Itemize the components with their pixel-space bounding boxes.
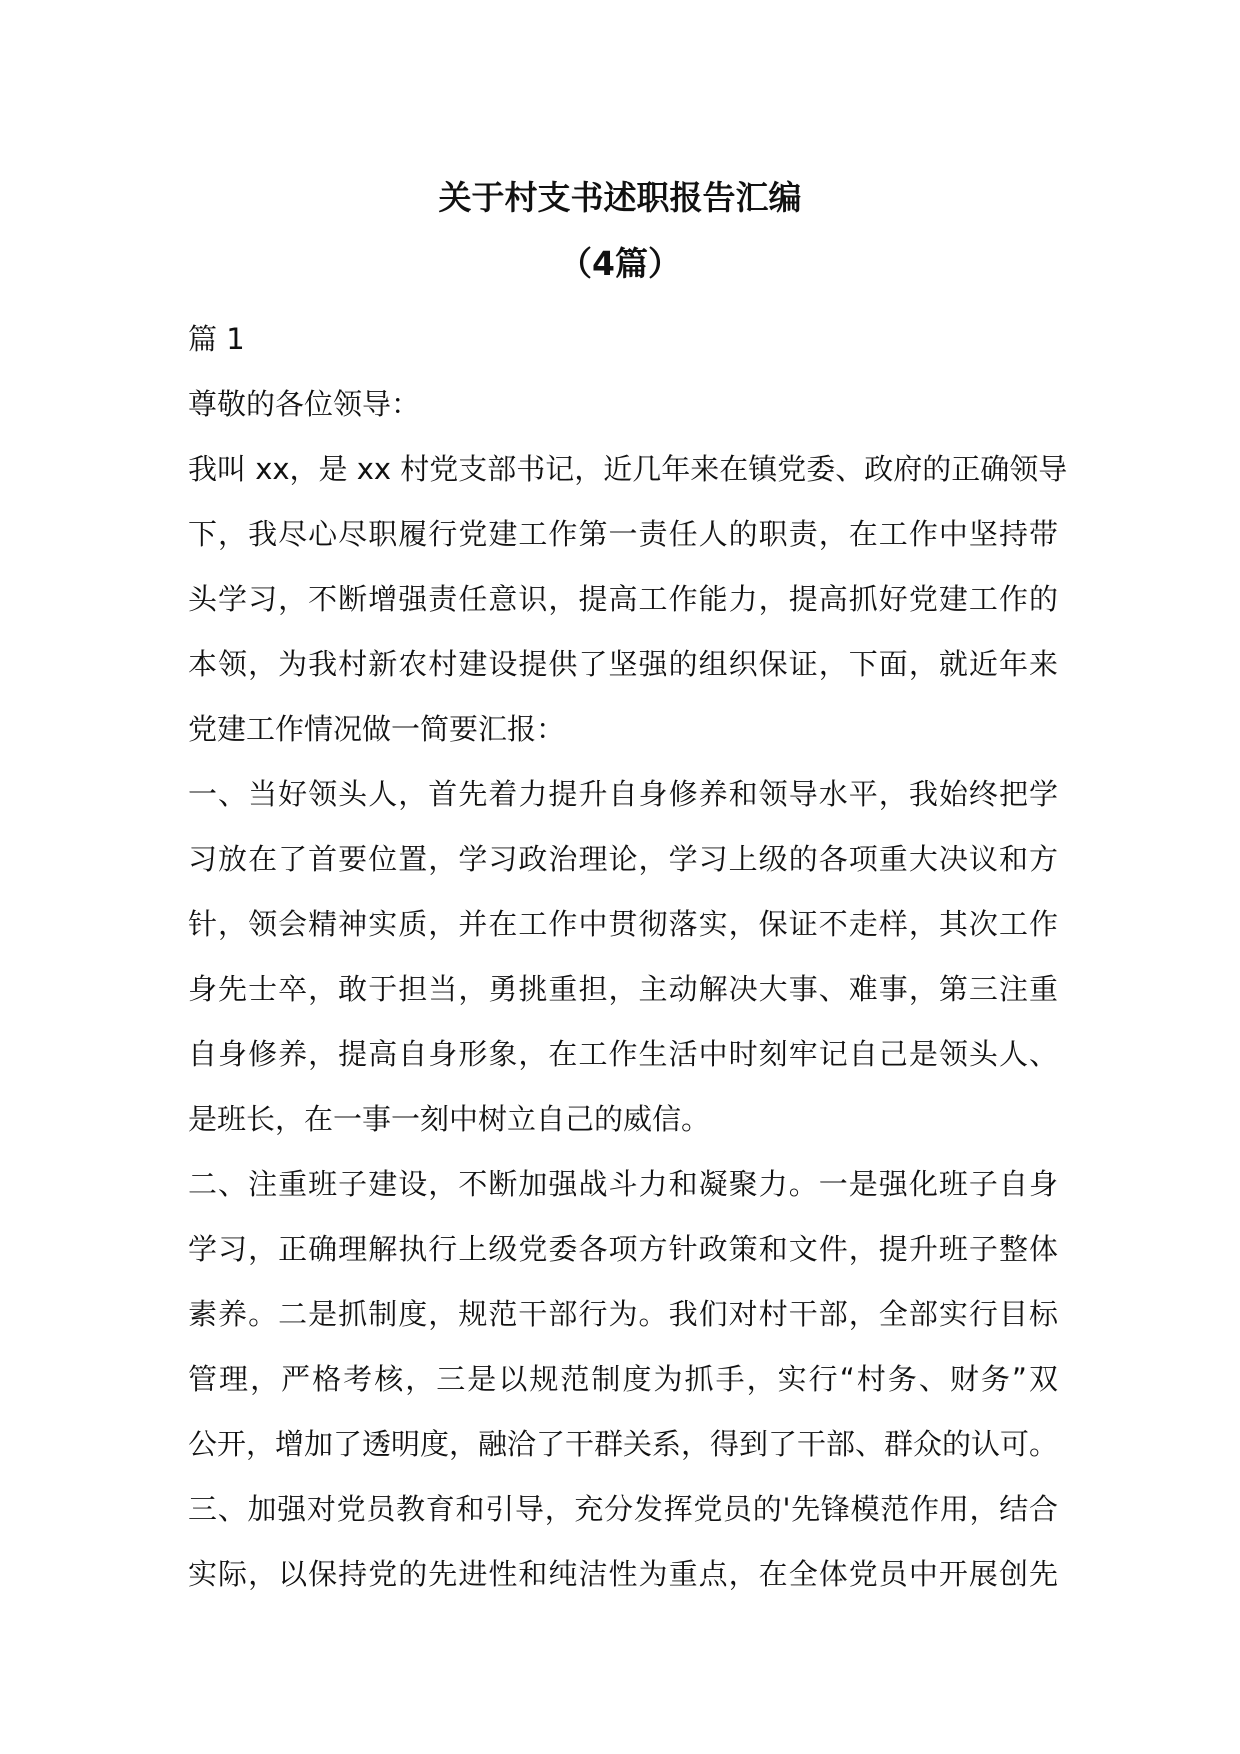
body-line: 自身修养，提高自身形象，在工作生活中时刻牢记自己是领头人、 <box>188 1037 1058 1071</box>
body-line: 一、当好领头人，首先着力提升自身修养和领导水平，我始终把学 <box>188 777 1058 811</box>
body-line: 实际，以保持党的先进性和纯洁性为重点，在全体党员中开展创先 <box>188 1557 1058 1591</box>
body-line: 针，领会精神实质，并在工作中贯彻落实，保证不走样，其次工作 <box>188 907 1058 941</box>
document-body <box>188 307 1068 1607</box>
body-line: 三、加强对党员教育和引导，充分发挥党员的'先锋模范作用，结合 <box>188 1492 1058 1526</box>
body-line: 二、注重班子建设，不断加强战斗力和凝聚力。一是强化班子自身 <box>188 1167 1058 1201</box>
body-line: 下，我尽心尽职履行党建工作第一责任人的职责，在工作中坚持带 <box>188 517 1058 551</box>
body-line: 头学习，不断增强责任意识，提高工作能力，提高抓好党建工作的 <box>188 582 1058 616</box>
body-line: 篇 1 <box>188 322 245 356</box>
document-subtitle: （4篇） <box>559 244 681 283</box>
document-title: 关于村支书述职报告汇编 <box>438 178 802 217</box>
body-line: 是班长，在一事一刻中树立自己的威信。 <box>188 1102 711 1136</box>
body-line: 尊敬的各位领导： <box>188 387 421 421</box>
body-line: 本领，为我村新农村建设提供了坚强的组织保证，下面，就近年来 <box>188 647 1058 681</box>
body-line: 公开，增加了透明度，融洽了干群关系，得到了干部、群众的认可。 <box>188 1427 1059 1461</box>
body-line: 习放在了首要位置，学习政治理论，学习上级的各项重大决议和方 <box>188 842 1058 876</box>
body-line: 学习，正确理解执行上级党委各项方针政策和文件，提升班子整体 <box>188 1232 1058 1266</box>
body-line: 我叫 xx，是 xx 村党支部书记，近几年来在镇党委、政府的正确领导 <box>188 452 1068 486</box>
body-line: 身先士卒，敢于担当，勇挑重担，主动解决大事、难事，第三注重 <box>188 972 1058 1006</box>
body-line: 素养。二是抓制度，规范干部行为。我们对村干部，全部实行目标 <box>188 1297 1058 1331</box>
body-line: 管理，严格考核，三是以规范制度为抓手，实行“村务、财务”双 <box>188 1362 1058 1396</box>
body-line: 党建工作情况做一简要汇报： <box>188 712 566 746</box>
